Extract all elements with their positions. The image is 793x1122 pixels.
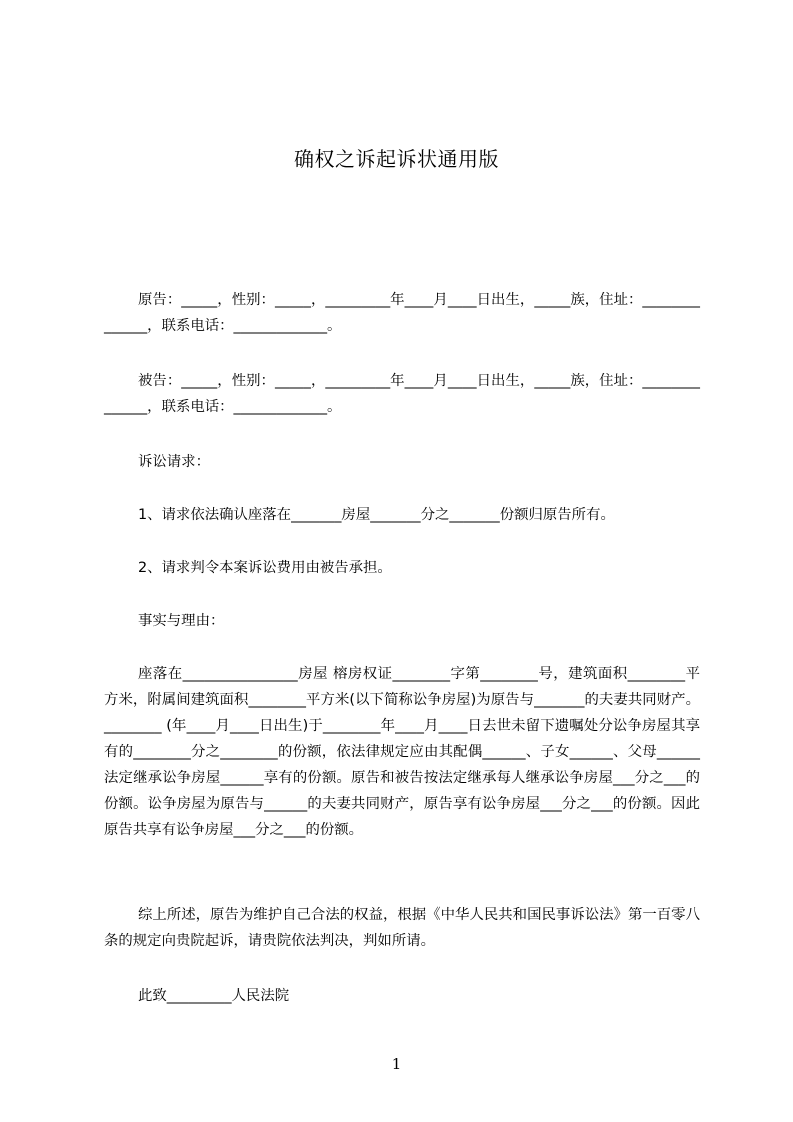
defendant-info: 被告：_____，性别：_____，_________年____月____日出生，_____族，住址：______________，联系电话：_____________。 [104, 373, 700, 415]
plaintiff-info: 原告：_____，性别：_____，_________年____月____日出生，_____族，住址：______________，联系电话：_____________。 [104, 292, 700, 334]
claim-item-1: 1、请求依法确认座落在_______房屋_______分之_______份额归原告所有。 [138, 507, 615, 523]
closing-salutation: 此致_________人民法院 [138, 988, 290, 1004]
claims-heading: 诉讼请求： [138, 454, 210, 470]
page-number: 1 [391, 1055, 402, 1073]
conclusion-paragraph: 综上所述，原告为维护自己合法的权益，根据《中华人民共和国民事诉讼法》第一百零八条的规定向贵院起诉，请贵院依法判决，判如所请。 [104, 907, 700, 949]
facts-heading: 事实与理由： [138, 613, 225, 629]
document-title: 确权之诉起诉状通用版 [294, 147, 499, 171]
claim-item-2: 2、请求判令本案诉讼费用由被告承担。 [138, 560, 392, 576]
facts-body: 座落在________________房屋 榕房权证________字第________号，建筑面积________平方米，附属间建筑面积________平方米(以下简称讼争房屋)为原告与_______的夫妻共同财产。________ (年____月____日出生)于________年____月____日去世未留下遗嘱处分讼争房屋其享有的________分之________的份额，依法律规定应由其配偶______、子女______、父母______法定继承讼争房屋______享有的份额。原告和被告按法定继承每人继承讼争房屋___分之___的份额。讼争房屋为原告与______的夫妻共同财产，原告享有讼争房屋___分之___的份额。因此原告共享有讼争房屋___分之___的份额。 [104, 666, 700, 838]
